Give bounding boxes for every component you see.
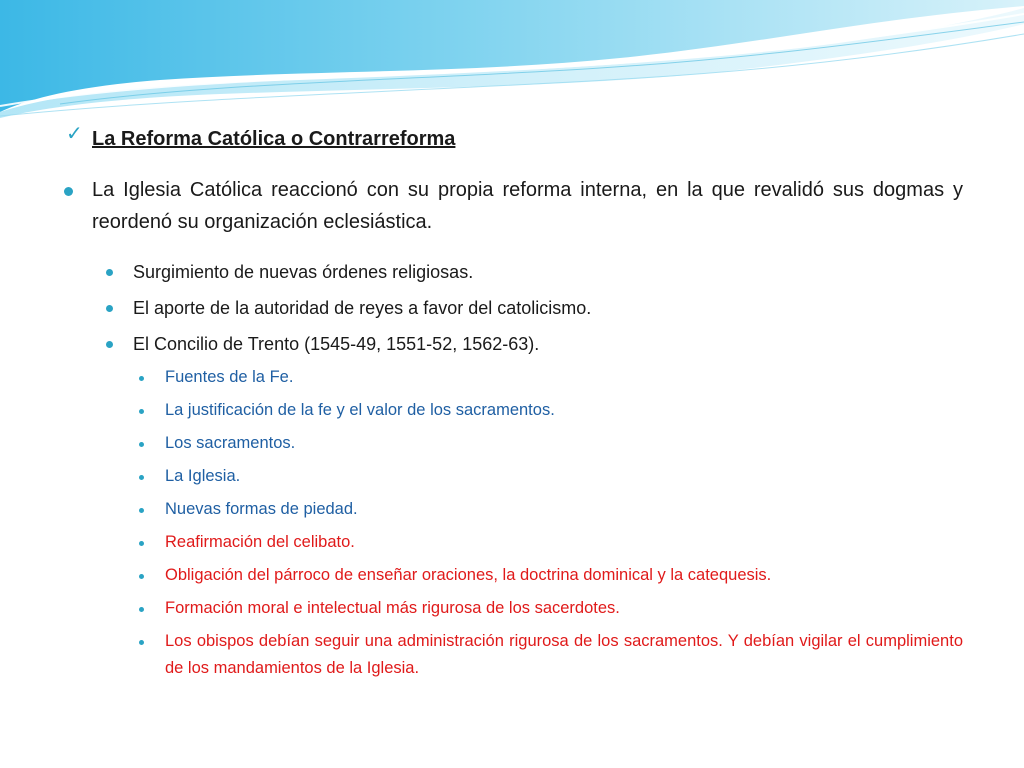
sub-item-text: Formación moral e intelectual más rigurosa de los sacerdotes. xyxy=(165,599,620,617)
checkmark-icon: ✓ xyxy=(66,123,83,145)
bullet-icon xyxy=(139,640,144,645)
heading-row xyxy=(60,122,963,156)
sub-list-item xyxy=(60,595,963,622)
sub-list-item xyxy=(60,562,963,589)
slide-heading: La Reforma Católica o Contrarreforma xyxy=(92,128,456,150)
bullet-icon xyxy=(139,376,144,381)
bullet-icon xyxy=(64,187,73,196)
list-item xyxy=(60,292,963,325)
sub-list-item xyxy=(60,397,963,424)
bullet-icon xyxy=(106,341,113,348)
list-item xyxy=(60,256,963,289)
wave-header-decoration xyxy=(0,0,1024,120)
bullet-icon xyxy=(139,442,144,447)
intro-paragraph xyxy=(60,174,963,238)
sub-item-text: Nuevas formas de piedad. xyxy=(165,500,358,518)
sub-list-item xyxy=(60,430,963,457)
sub-list-item xyxy=(60,628,963,682)
point-text: El aporte de la autoridad de reyes a favor del catolicismo. xyxy=(133,298,592,318)
sub-item-text: Los obispos debían seguir una administración rigurosa de los sacramentos. Y debían vigilar el cumplimiento de los mandamientos de la Iglesia. xyxy=(165,632,963,677)
sub-list-item xyxy=(60,529,963,556)
bullet-icon xyxy=(106,269,113,276)
slide-content xyxy=(60,122,963,688)
bullet-icon xyxy=(139,508,144,513)
sub-item-text: Reafirmación del celibato. xyxy=(165,533,355,551)
point-text: Surgimiento de nuevas órdenes religiosas. xyxy=(133,262,474,282)
sub-item-text: Los sacramentos. xyxy=(165,434,296,452)
intro-text: La Iglesia Católica reaccionó con su propia reforma interna, en la que revalidó sus dogmas y reordenó su organización eclesiástica. xyxy=(92,179,963,233)
list-item xyxy=(60,328,963,361)
bullet-icon xyxy=(139,541,144,546)
sub-item-text: La justificación de la fe y el valor de los sacramentos. xyxy=(165,401,555,419)
sub-item-text: Fuentes de la Fe. xyxy=(165,368,294,386)
bullet-icon xyxy=(139,409,144,414)
sub-list-item xyxy=(60,496,963,523)
bullet-icon xyxy=(139,607,144,612)
sub-item-text: La Iglesia. xyxy=(165,467,241,485)
bullet-icon xyxy=(106,305,113,312)
sub-list-item xyxy=(60,364,963,391)
sub-item-text: Obligación del párroco de enseñar oraciones, la doctrina dominical y la catequesis. xyxy=(165,566,772,584)
bullet-icon xyxy=(139,475,144,480)
sub-list-item xyxy=(60,463,963,490)
bullet-icon xyxy=(139,574,144,579)
point-text: El Concilio de Trento (1545-49, 1551-52, 1562-63). xyxy=(133,334,540,354)
